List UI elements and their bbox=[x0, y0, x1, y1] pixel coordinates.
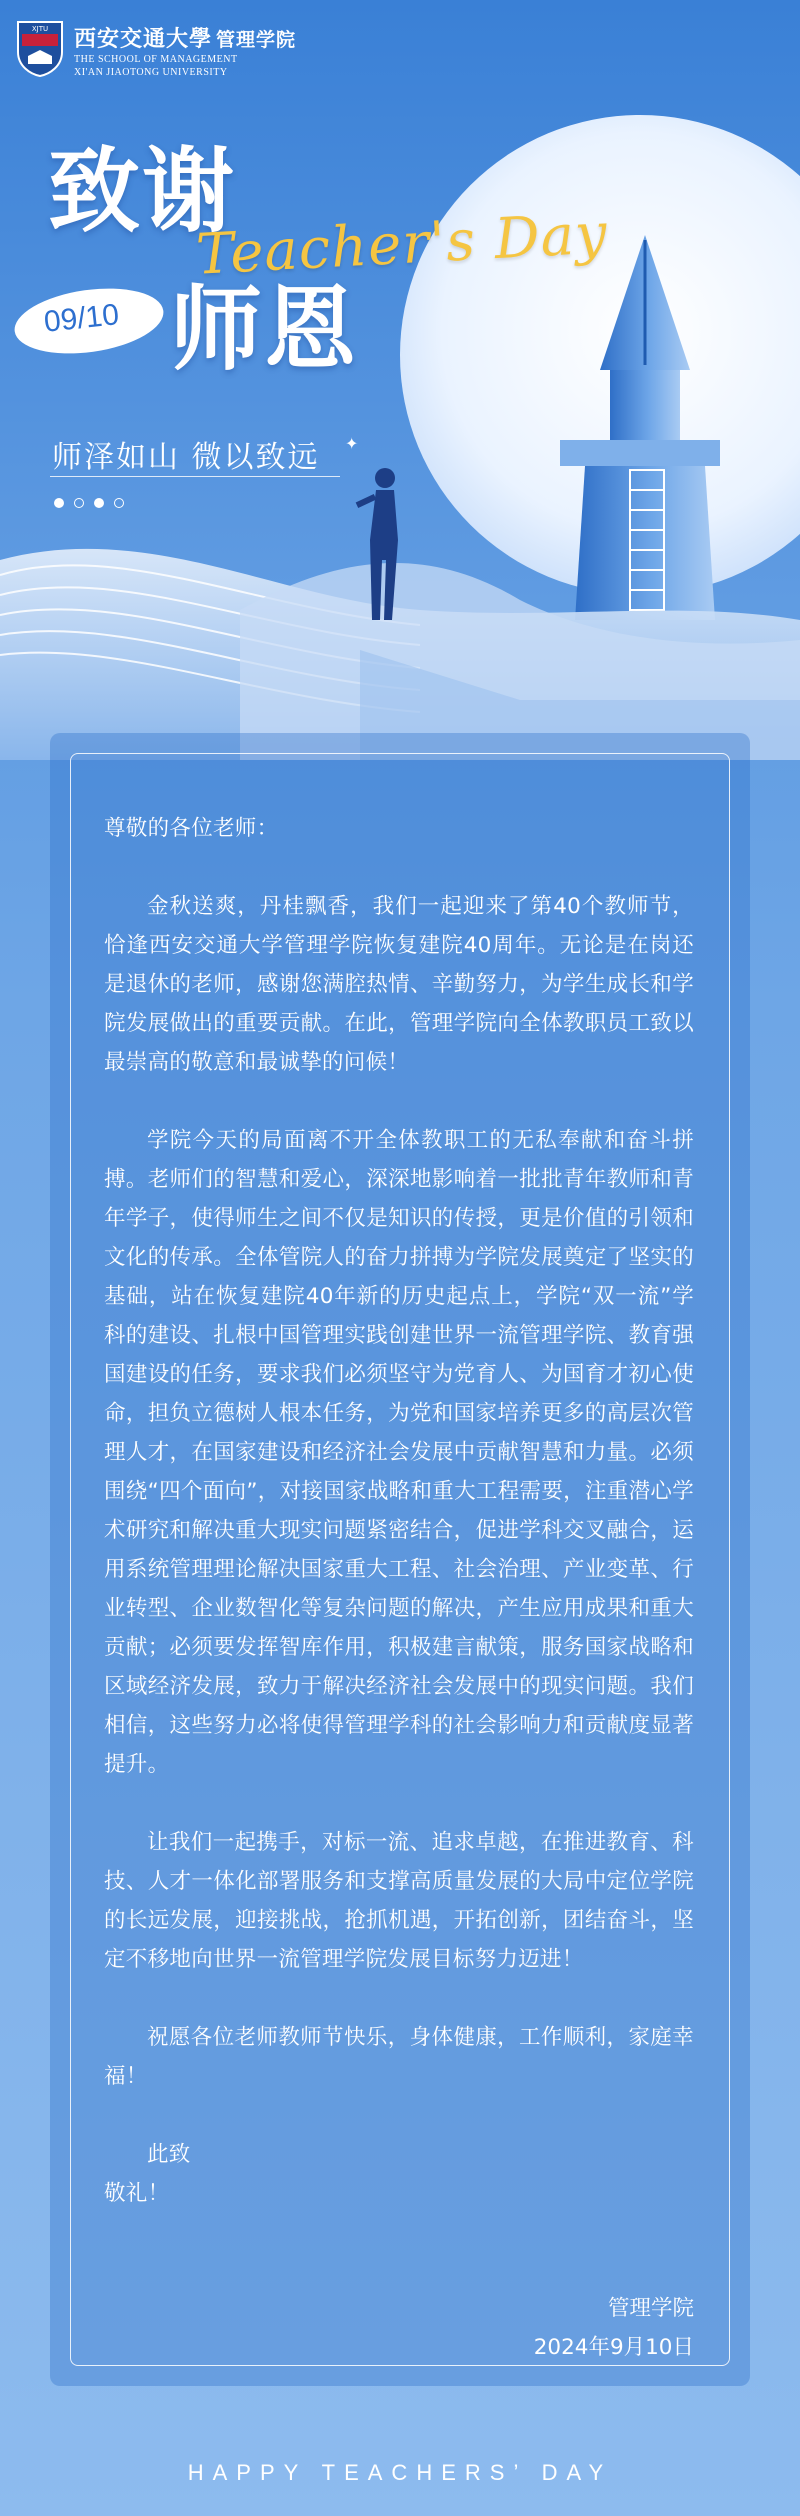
footer-banner: HAPPY TEACHERS’ DAY bbox=[187, 2460, 613, 2485]
letter-card bbox=[50, 733, 750, 2386]
letter-signature: 管理学院 bbox=[607, 2296, 694, 2321]
letter-closing: 此致 bbox=[147, 2142, 191, 2167]
shield-icon bbox=[14, 18, 66, 78]
letter-body bbox=[104, 809, 694, 2213]
dot-indicator bbox=[74, 498, 84, 508]
dot-indicator bbox=[54, 498, 64, 508]
slide-dots bbox=[54, 498, 124, 508]
letter-paragraph: 学院今天的局面离不开全体教职工的无私奉献和奋斗拼搏。老师们的智慧和爱心，深深地影响着一批批青年教师和青年学子，使得师生之间不仅是知识的传授，更是价值的引领和文化的传承。全体管院人的奋力拼搏为学院发展奠定了坚实的基础，站在恢复建院40年新的历史起点上，学院“双一流”学科的建设、扎根中国管理实践创建世界一流管理学院、教育强国建设的任务，要求我们必须坚守为党育人、为国育才初心使命，担负立德树人根本任务，为党和国家培养更多的高层次管理人才，在国家建设和经济社会发展中贡献智慧和力量。必须围绕“四个面向”，对接国家战略和重大工程需要，注重潜心学术研究和解决重大现实问题紧密结合，促进学科交叉融合，运用系统管理理论解决国家重大工程、社会治理、产业变革、行业转型、企业数智化等复杂问题的解决，产生应用成果和重大贡献；必须要发挥智库作用，积极建言献策，服务国家战略和区域经济发展，致力于解决经济社会发展中的现实问题。我们相信，这些努力必将使得管理学科的社会影响力和贡献度显著提升。 bbox=[104, 1128, 694, 1777]
title-line-2: 师恩 bbox=[170, 275, 359, 383]
logo-name-cn: 西安交通大學 管理学院 bbox=[74, 26, 297, 52]
letter-closing-salute: 敬礼！ bbox=[104, 2181, 170, 2206]
date-label: 09/10 bbox=[42, 298, 121, 339]
dot-indicator bbox=[114, 498, 124, 508]
letter-paragraph: 金秋送爽，丹桂飘香，我们一起迎来了第40个教师节，恰逢西安交通大学管理学院恢复建院40周年。无论是在岗还是退休的老师，感谢您满腔热情、辛勤努力，为学生成长和学院发展做出的重要贡献。在此，管理学院向全体教职员工致以最崇高的敬意和最诚挚的问候！ bbox=[104, 894, 694, 1075]
letter-salutation: 尊敬的各位老师： bbox=[104, 816, 279, 841]
subtitle: 师泽如山 微以致远 bbox=[52, 440, 320, 475]
svg-text:XJTU: XJTU bbox=[31, 25, 49, 33]
teachers-day-script: Teacher's Day bbox=[194, 201, 610, 288]
subtitle-underline bbox=[50, 476, 340, 477]
title-line-1: 致谢 bbox=[48, 137, 237, 245]
logo-university-en: XI'AN JIAOTONG UNIVERSITY bbox=[74, 67, 228, 78]
sparkle-icon: ✦ bbox=[345, 434, 359, 453]
hero-illustration bbox=[0, 0, 800, 760]
school-logo bbox=[14, 18, 297, 88]
letter-paragraph: 让我们一起携手，对标一流、追求卓越，在推进教育、科技、人才一体化部署服务和支撑高质量发展的大局中定位学院的长远发展，迎接挑战，抢抓机遇，开拓创新，团结奋斗，坚定不移地向世界一流管理学院发展目标努力迈进！ bbox=[104, 1830, 694, 1972]
dot-indicator bbox=[94, 498, 104, 508]
letter-date: 2024年9月10日 bbox=[533, 2335, 694, 2360]
letter-paragraph: 祝愿各位老师教师节快乐，身体健康，工作顺利，家庭幸福！ bbox=[104, 2025, 694, 2089]
logo-name-en: THE SCHOOL OF MANAGEMENT bbox=[74, 54, 238, 65]
